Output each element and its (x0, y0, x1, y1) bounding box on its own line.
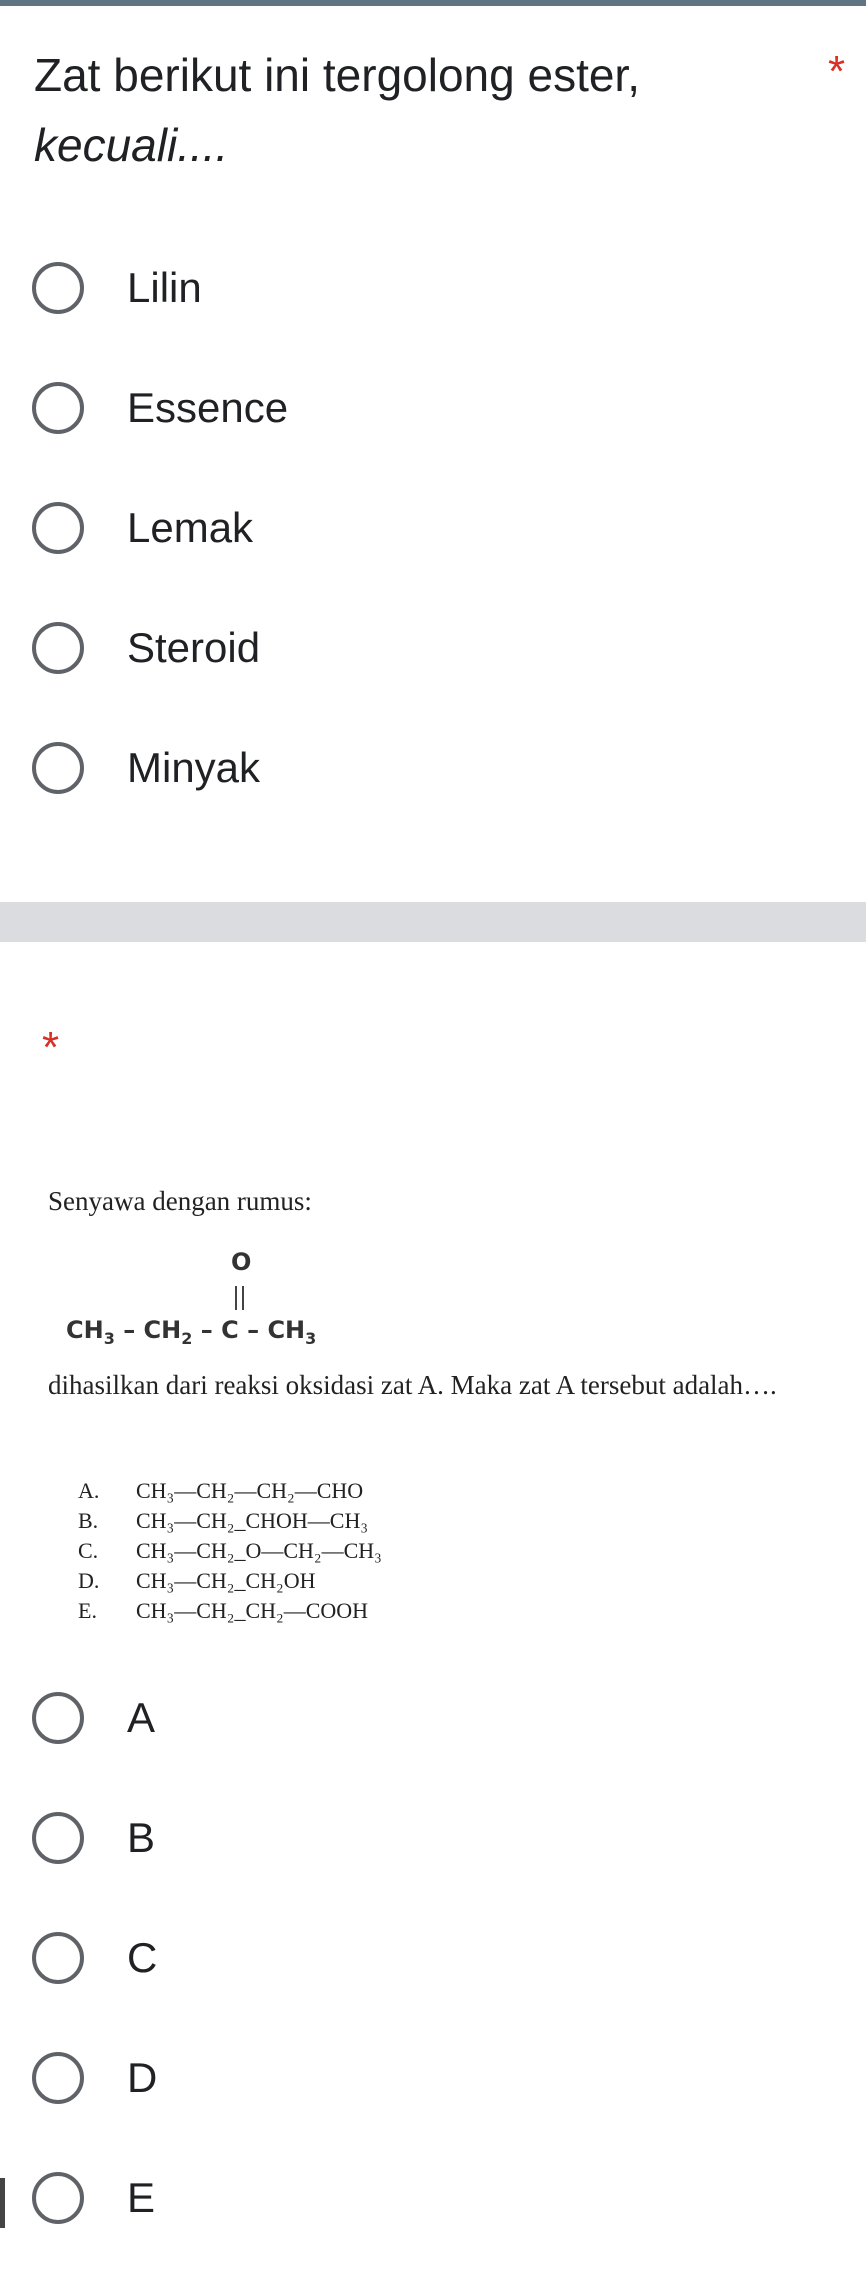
radio-button[interactable] (32, 742, 84, 794)
option-b[interactable] (32, 1798, 155, 1878)
focus-edge-indicator (0, 2178, 5, 2228)
radio-button[interactable] (32, 1692, 84, 1744)
choice-row: B. CH₃—CH₂_CHOH—CH₃ (78, 1508, 369, 1533)
answer-choices-list (78, 1476, 382, 1626)
required-asterisk: * (828, 47, 846, 96)
question-1-title-line2: kecuali.... (34, 119, 229, 171)
oxygen-atom: O (231, 1248, 252, 1276)
option-lemak[interactable] (32, 488, 253, 568)
option-lilin[interactable] (32, 248, 202, 328)
radio-button[interactable] (32, 622, 84, 674)
choice-row: D. CH₃—CH₂_CH₂OH (78, 1568, 316, 1593)
option-label: Steroid (127, 624, 261, 671)
option-c[interactable] (32, 1918, 157, 1998)
option-e[interactable] (32, 2158, 155, 2238)
radio-button[interactable] (32, 502, 84, 554)
radio-button[interactable] (32, 262, 84, 314)
option-label: A (127, 1694, 156, 1741)
radio-button[interactable] (32, 382, 84, 434)
choice-row: C. CH₃—CH₂_O—CH₂—CH₃ (78, 1538, 382, 1563)
choice-row: E. CH₃—CH₂_CH₂—COOH (78, 1598, 369, 1623)
top-bar (0, 0, 866, 6)
question-1-title (34, 40, 794, 180)
radio-button[interactable] (32, 1812, 84, 1864)
radio-button[interactable] (32, 2052, 84, 2104)
option-label: Minyak (127, 744, 261, 791)
double-bond (235, 1286, 244, 1310)
option-minyak[interactable] (32, 728, 260, 808)
option-label: E (127, 2174, 156, 2221)
question-statement: dihasilkan dari reaksi oksidasi zat A. Maka zat A tersebut adalah…. (48, 1370, 777, 1400)
option-a[interactable] (32, 1678, 155, 1758)
carbon-chain: $CH_3 - CH_2$ – C – $CH_3$ (66, 1316, 317, 1348)
option-label: Essence (127, 384, 289, 431)
choice-row: A. CH₃—CH₂—CH₂—CHO (78, 1478, 364, 1503)
option-label: D (127, 2054, 158, 2101)
option-d[interactable] (32, 2038, 157, 2118)
section-divider (0, 902, 866, 942)
structural-formula (66, 1248, 366, 1358)
radio-button[interactable] (32, 1932, 84, 1984)
option-essence[interactable] (32, 368, 288, 448)
option-label: B (127, 1814, 156, 1861)
option-label: Lemak (127, 504, 254, 551)
required-asterisk: * (42, 1023, 60, 1072)
option-label: Lilin (127, 264, 202, 311)
option-steroid[interactable] (32, 608, 260, 688)
question-intro: Senyawa dengan rumus: (48, 1186, 312, 1216)
radio-button[interactable] (32, 2172, 84, 2224)
question-2-image (30, 1170, 850, 1640)
option-label: C (127, 1934, 158, 1981)
question-1-title-line1: Zat berikut ini tergolong ester, (34, 49, 640, 101)
